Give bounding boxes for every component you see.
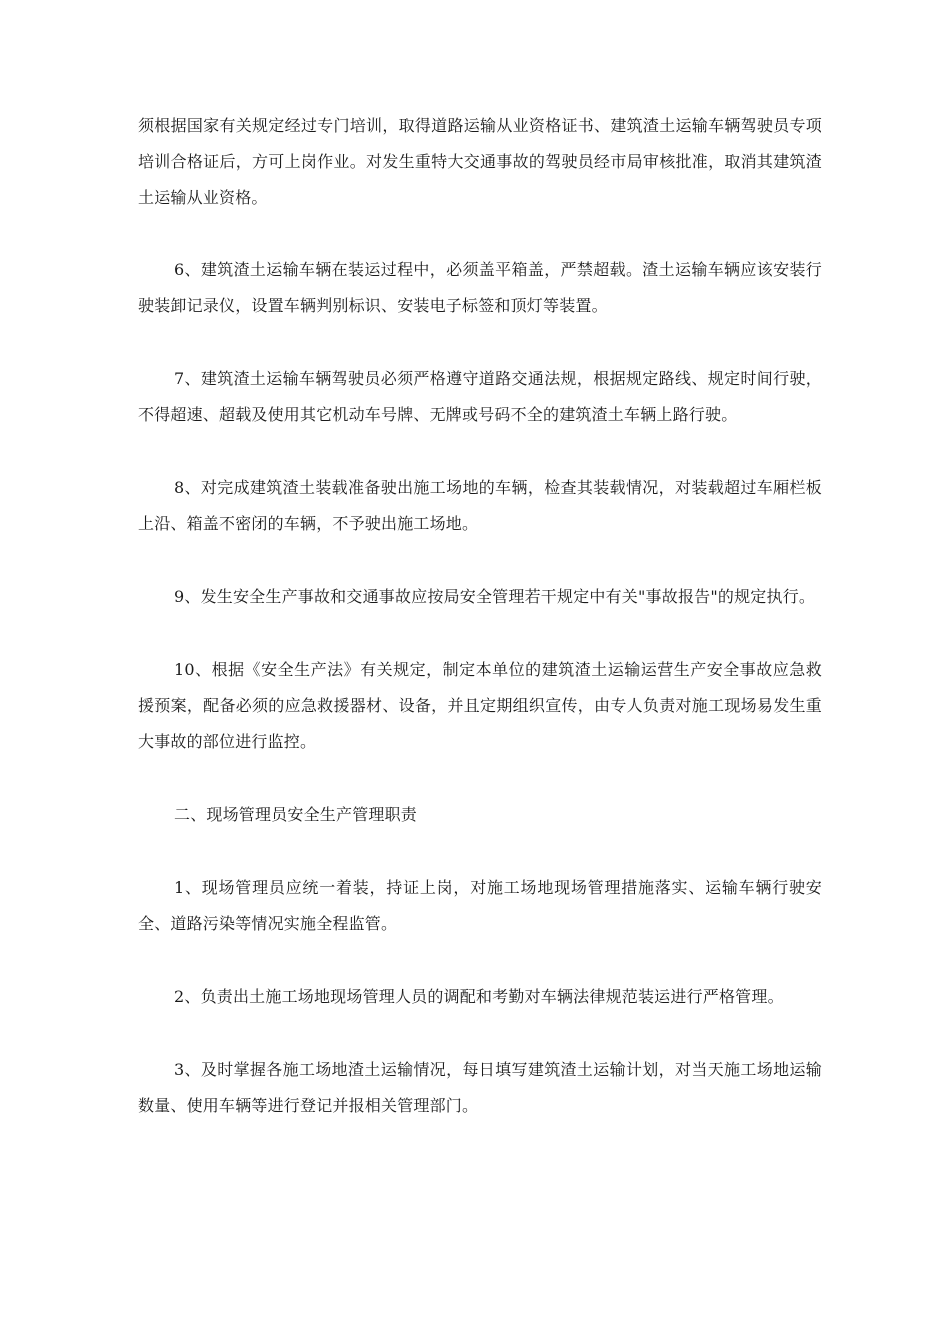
document-page [138,108,822,1161]
paragraph-duty-2: 2、负责出土施工场地现场管理人员的调配和考勤对车辆法律规范装运进行严格管理。 [174,987,784,1006]
paragraph-item-8: 8、对完成建筑渣土装载准备驶出施工场地的车辆，检查其装载情况，对装载超过车厢栏板上沿、箱盖不密闭的车辆，不予驶出施工场地。 [138,478,822,533]
paragraph-item-6: 6、建筑渣土运输车辆在装运过程中，必须盖平箱盖，严禁超载。渣土运输车辆应该安装行驶装卸记录仪，设置车辆判别标识、安装电子标签和顶灯等装置。 [138,260,822,315]
paragraph-duty-3: 3、及时掌握各施工场地渣土运输情况，每日填写建筑渣土运输计划，对当天施工场地运输数量、使用车辆等进行登记并报相关管理部门。 [138,1060,822,1115]
paragraph-item-10: 10、根据《安全生产法》有关规定，制定本单位的建筑渣土运输运营生产安全事故应急救援预案，配备必须的应急救援器材、设备，并且定期组织宣传，由专人负责对施工现场易发生重大事故的部位进行监控。 [138,660,822,751]
paragraph-item-9: 9、发生安全生产事故和交通事故应按局安全管理若干规定中有关"事故报告"的规定执行。 [174,587,816,606]
paragraph-item-7: 7、建筑渣土运输车辆驾驶员必须严格遵守道路交通法规，根据规定路线、规定时间行驶，不得超速、超载及使用其它机动车号牌、无牌或号码不全的建筑渣土车辆上路行驶。 [138,369,822,424]
section-heading: 二、现场管理员安全生产管理职责 [174,805,418,824]
paragraph-duty-1: 1、现场管理员应统一着装，持证上岗，对施工场地现场管理措施落实、运输车辆行驶安全、道路污染等情况实施全程监管。 [138,878,822,933]
paragraph-continuation: 须根据国家有关规定经过专门培训，取得道路运输从业资格证书、建筑渣土运输车辆驾驶员专项培训合格证后，方可上岗作业。对发生重特大交通事故的驾驶员经市局审核批准，取消其建筑渣土运输从业资格。 [138,116,822,207]
